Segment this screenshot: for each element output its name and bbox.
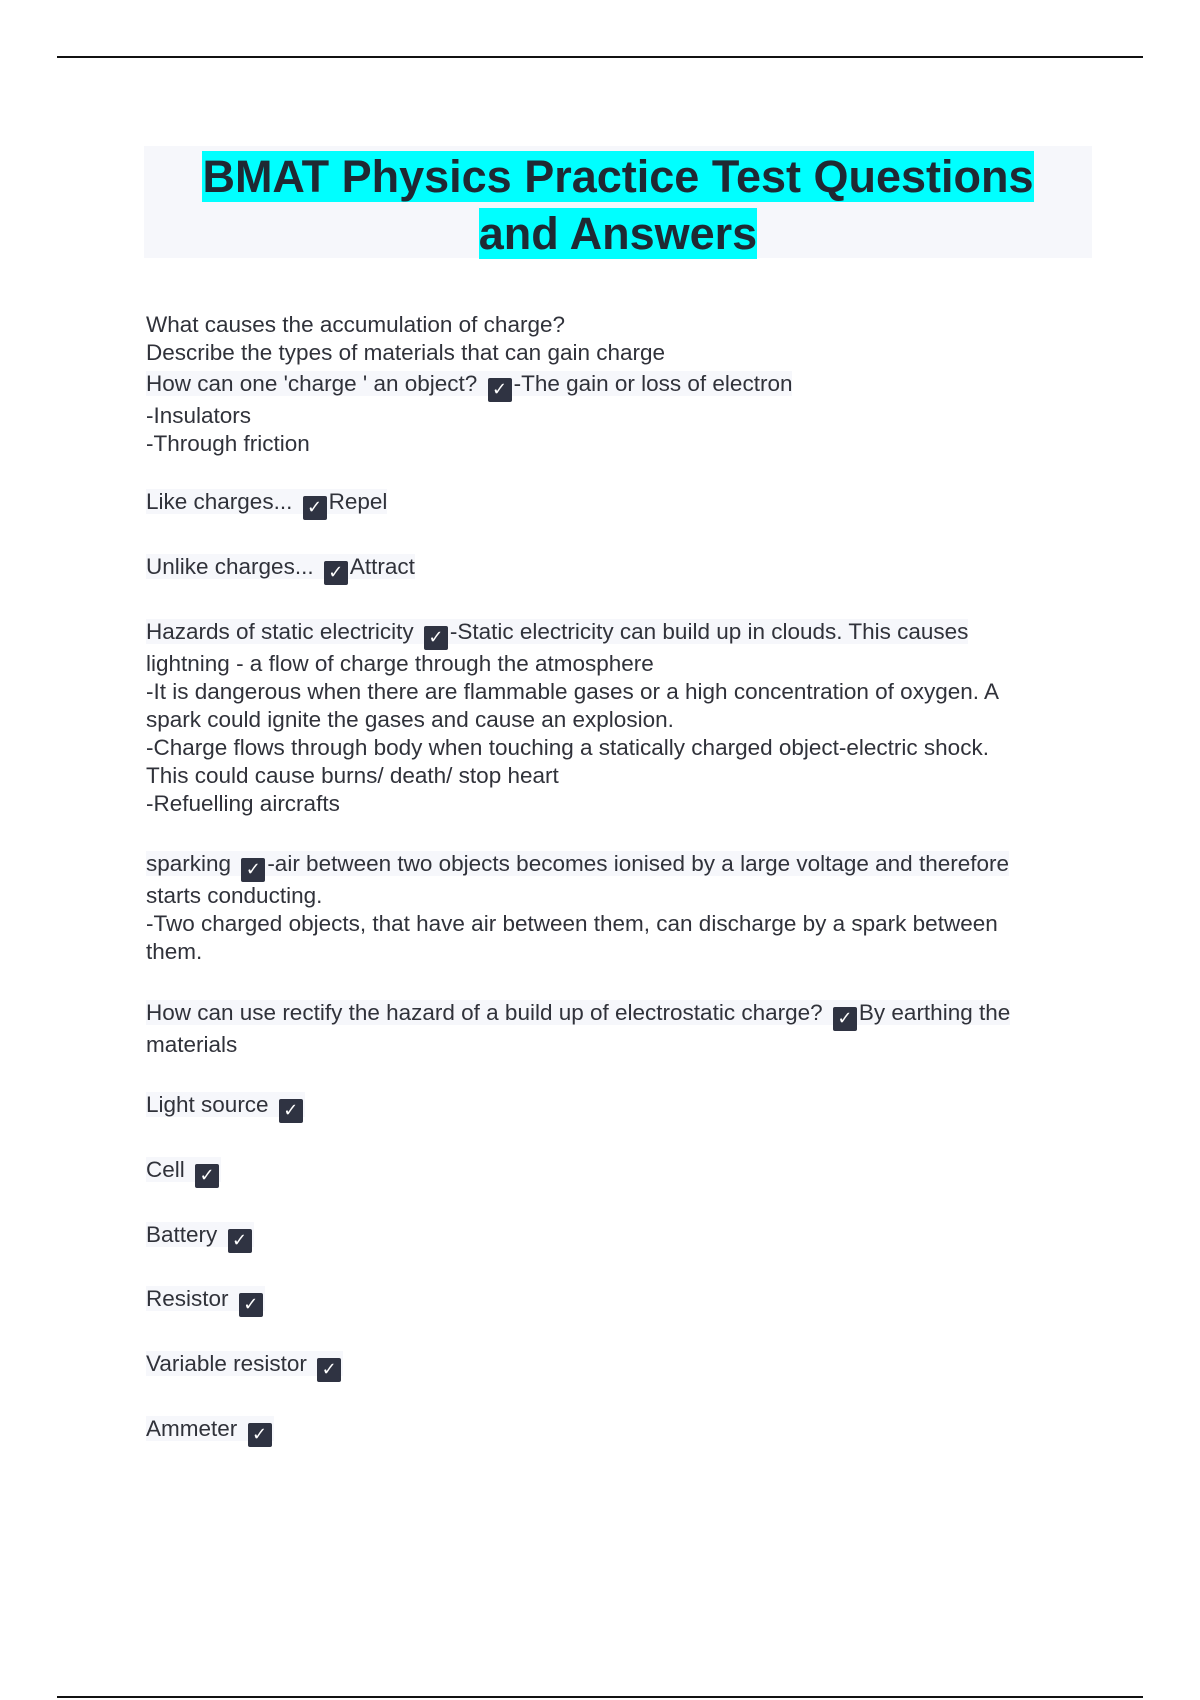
check-box-icon: ✓ <box>228 1229 252 1253</box>
title-banner <box>144 146 1092 258</box>
answer-line: materials <box>146 1032 238 1057</box>
answer-text: -air between two objects becomes ionised by a large voltage and therefore <box>267 851 1009 876</box>
question-text: Cell <box>146 1157 185 1182</box>
check-box-icon: ✓ <box>303 496 327 520</box>
qa-item-ammeter <box>146 1415 1086 1447</box>
answer-text: -The gain or loss of electron <box>513 371 793 396</box>
check-box-icon: ✓ <box>248 1423 272 1447</box>
answer-line: -Through friction <box>146 431 310 456</box>
question-text: Light source <box>146 1092 269 1117</box>
check-box-icon: ✓ <box>833 1007 857 1031</box>
question-text: Unlike charges... <box>146 554 314 579</box>
check-box-icon: ✓ <box>317 1358 341 1382</box>
answer-line: This could cause burns/ death/ stop heart <box>146 763 559 788</box>
check-box-icon: ✓ <box>279 1099 303 1123</box>
answer-line: them. <box>146 939 203 964</box>
answer-line: -Charge flows through body when touching a statically charged object-electric shock. <box>146 735 989 760</box>
qa-item-battery <box>146 1221 1086 1253</box>
title-line-1: BMAT Physics Practice Test Questions <box>202 151 1034 202</box>
check-box-icon: ✓ <box>488 378 512 402</box>
question-text: Hazards of static electricity <box>146 619 414 644</box>
qa-item-variable-resistor <box>146 1350 1086 1382</box>
qa-item-rectify <box>146 999 1086 1059</box>
qa-item-resistor <box>146 1285 1086 1317</box>
question-line: Describe the types of materials that can gain charge <box>146 340 666 365</box>
question-text: Battery <box>146 1222 218 1247</box>
qa-item-cell <box>146 1156 1086 1188</box>
check-box-icon: ✓ <box>241 858 265 882</box>
answer-line: spark could ignite the gases and cause an explosion. <box>146 707 674 732</box>
question-text: Resistor <box>146 1286 229 1311</box>
answer-text: By earthing the <box>858 1000 1011 1025</box>
qa-item-unlike-charges <box>146 553 1086 585</box>
question-line: What causes the accumulation of charge? <box>146 312 565 337</box>
answer-text: -Static electricity can build up in clouds. This causes <box>449 619 969 644</box>
qa-item-charge <box>146 311 1086 458</box>
answer-text: Attract <box>349 554 415 579</box>
qa-list <box>146 311 1086 1447</box>
check-box-icon: ✓ <box>424 626 448 650</box>
qa-item-light-source <box>146 1091 1086 1123</box>
question-text: Ammeter <box>146 1416 238 1441</box>
bottom-rule <box>57 1696 1143 1698</box>
check-box-icon: ✓ <box>324 561 348 585</box>
check-box-icon: ✓ <box>239 1293 263 1317</box>
answer-line: lightning - a flow of charge through the atmosphere <box>146 651 654 676</box>
question-text: How can one 'charge ' an object? <box>146 371 478 396</box>
question-text: sparking <box>146 851 232 876</box>
answer-line: -Two charged objects, that have air between them, can discharge by a spark between <box>146 911 998 936</box>
answer-line: -It is dangerous when there are flammable gases or a high concentration of oxygen. A <box>146 679 1000 704</box>
answer-line: -Insulators <box>146 403 252 428</box>
qa-item-hazards <box>146 618 1086 818</box>
qa-item-sparking <box>146 850 1086 966</box>
question-text: Like charges... <box>146 489 293 514</box>
check-box-icon: ✓ <box>195 1164 219 1188</box>
question-text: Variable resistor <box>146 1351 307 1376</box>
qa-item-like-charges <box>146 488 1086 520</box>
page-title <box>144 146 1092 262</box>
top-rule <box>57 56 1143 58</box>
answer-line: -Refuelling aircrafts <box>146 791 340 816</box>
title-line-2: and Answers <box>478 208 758 259</box>
answer-text: Repel <box>328 489 388 514</box>
answer-line: starts conducting. <box>146 883 323 908</box>
question-text: How can use rectify the hazard of a build up of electrostatic charge? <box>146 1000 823 1025</box>
